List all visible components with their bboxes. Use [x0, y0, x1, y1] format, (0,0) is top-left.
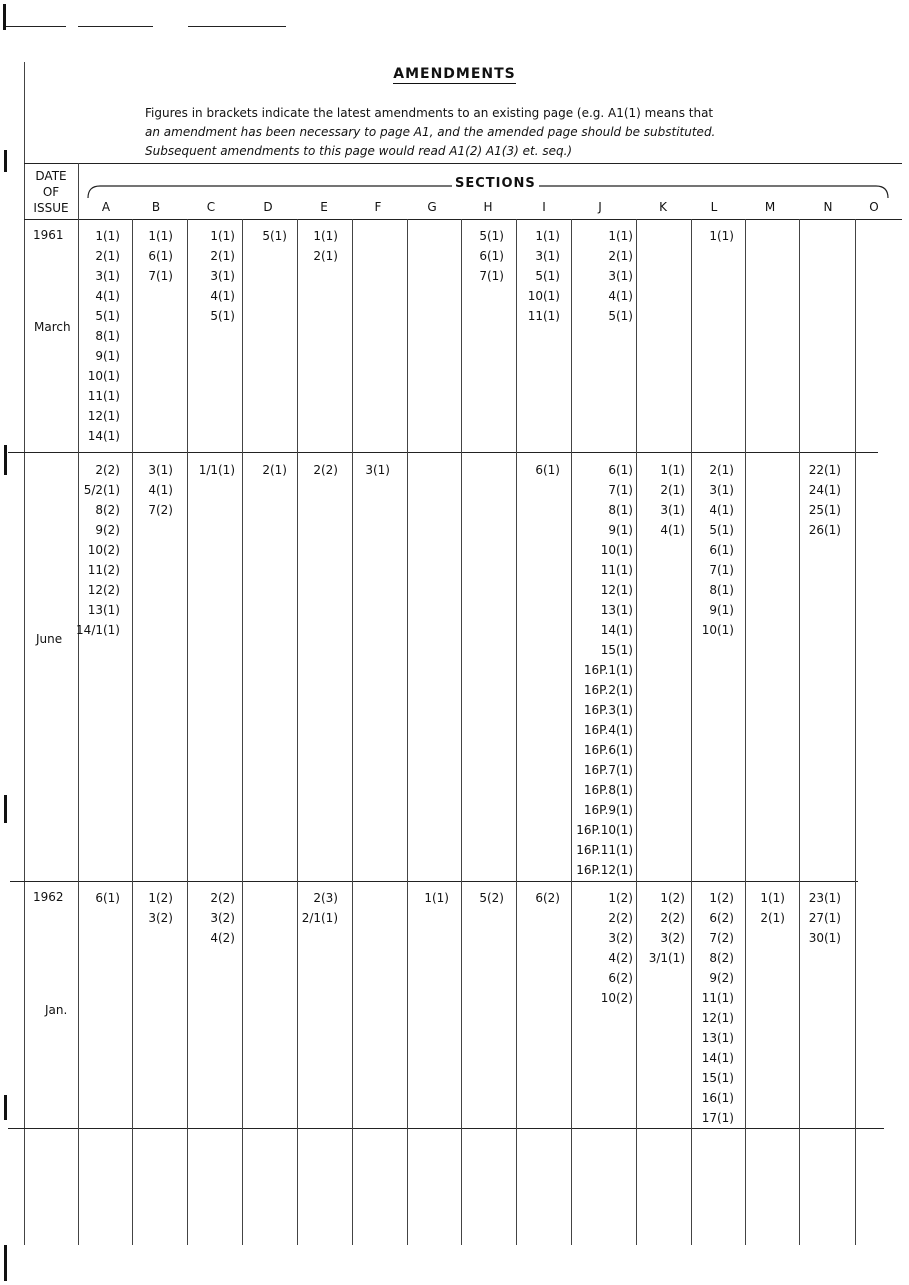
amendment-entry: 2/1(1) [301, 911, 338, 925]
amendment-entry: 2(1) [760, 911, 785, 925]
cell-B-row-3 [148, 888, 173, 928]
column-header-O: O [869, 200, 879, 214]
column-header-G: G [427, 200, 437, 214]
note-line-2: an amendment has been necessary to page A1, and the amended page should be substituted. [145, 125, 716, 139]
amendment-entry: 9(1) [95, 349, 120, 363]
amendment-entry: 1(2) [608, 891, 633, 905]
amendment-entry: 10(1) [527, 289, 560, 303]
row-divider [10, 881, 858, 882]
amendment-entry: 8(2) [95, 503, 120, 517]
cell-G-row-3 [424, 888, 449, 908]
amendment-entry: 3(1) [210, 269, 235, 283]
amendment-entry: 6(1) [535, 463, 560, 477]
cell-C-row-3 [210, 888, 235, 948]
amendment-entry: 11(2) [87, 563, 120, 577]
cell-H-row-3 [479, 888, 504, 908]
column-header-N: N [823, 200, 833, 214]
cell-D-row-1 [262, 226, 287, 246]
amendment-entry: 7(1) [479, 269, 504, 283]
cell-D-row-2 [262, 460, 287, 480]
cell-J-row-1 [608, 226, 633, 326]
top-scan-line [6, 26, 66, 27]
header-bottom-line [24, 219, 902, 220]
cell-A-row-2 [76, 460, 120, 640]
amendment-entry: 5(2) [479, 891, 504, 905]
row-divider [8, 1128, 884, 1129]
amendment-entry: 1(1) [660, 463, 685, 477]
amendment-entry: 16P.2(1) [583, 683, 633, 697]
amendment-entry: 5/2(1) [83, 483, 120, 497]
amendment-entry: 2(1) [262, 463, 287, 477]
amendment-entry: 6(2) [535, 891, 560, 905]
column-header-B: B [151, 200, 161, 214]
amendment-entry: 1(1) [709, 229, 734, 243]
cell-C-row-1 [210, 226, 235, 326]
amendment-entry: 9(1) [608, 523, 633, 537]
amendment-entry: 14(1) [600, 623, 633, 637]
cell-I-row-2 [535, 460, 560, 480]
amendment-entry: 4(1) [709, 503, 734, 517]
column-header-H: H [483, 200, 493, 214]
amendment-entry: 16P.6(1) [583, 743, 633, 757]
amendment-entry: 13(1) [600, 603, 633, 617]
amendment-entry: 1(1) [535, 229, 560, 243]
note-line-1: Figures in brackets indicate the latest amendments to an existing page (e.g. A1(1) means that [145, 106, 714, 120]
amendment-entry: 16P.9(1) [583, 803, 633, 817]
amendment-entry: 1(1) [608, 229, 633, 243]
amendment-entry: 16P.4(1) [583, 723, 633, 737]
cell-E-row-2 [313, 460, 338, 480]
amendment-entry: 5(1) [479, 229, 504, 243]
amendment-entry: 16P.3(1) [583, 703, 633, 717]
amendment-entry: 10(1) [87, 369, 120, 383]
amendment-entry: 4(1) [148, 483, 173, 497]
column-line [745, 219, 746, 1245]
amendment-entry: 7(2) [148, 503, 173, 517]
amendment-entry: 11(1) [701, 991, 734, 1005]
column-line [516, 219, 517, 1245]
top-scan-line [78, 26, 153, 27]
amendment-entry: 1(1) [424, 891, 449, 905]
amendment-entry: 7(1) [608, 483, 633, 497]
cell-I-row-1 [528, 226, 560, 326]
cell-E-row-3 [302, 888, 338, 928]
amendment-entry: 2(3) [313, 891, 338, 905]
amendment-entry: 1(1) [760, 891, 785, 905]
amendment-entry: 24(1) [808, 483, 841, 497]
amendment-entry: 3(2) [660, 931, 685, 945]
amendment-entry: 3(1) [148, 463, 173, 477]
amendment-entry: 7(2) [709, 931, 734, 945]
cell-N-row-2 [809, 460, 841, 540]
amendment-entry: 9(1) [709, 603, 734, 617]
cell-F-row-2 [365, 460, 390, 480]
cell-B-row-1 [148, 226, 173, 286]
column-line [242, 219, 243, 1245]
amendment-entry: 3(2) [210, 911, 235, 925]
cell-L-row-2 [702, 460, 734, 640]
left-border [24, 62, 25, 1245]
amendment-entry: 1(1) [210, 229, 235, 243]
cell-N-row-3 [809, 888, 841, 948]
top-scan-line [188, 26, 286, 27]
amendment-entry: 16P.10(1) [576, 823, 633, 837]
amendment-entry: 2(2) [210, 891, 235, 905]
amendment-entry: 14/1(1) [76, 623, 120, 637]
amendment-entry: 11(1) [600, 563, 633, 577]
amendment-entry: 3(1) [535, 249, 560, 263]
amendment-entry: 2(1) [608, 249, 633, 263]
amendment-entry: 6(1) [608, 463, 633, 477]
amendment-entry: 2(1) [709, 463, 734, 477]
cell-I-row-3 [535, 888, 560, 908]
amendment-entry: 16(1) [701, 1091, 734, 1105]
amendment-entry: 30(1) [808, 931, 841, 945]
column-line [297, 219, 298, 1245]
column-header-K: K [659, 200, 667, 214]
amendment-entry: 5(1) [709, 523, 734, 537]
cell-E-row-1 [313, 226, 338, 266]
amendment-entry: 12(1) [600, 583, 633, 597]
amendment-entry: 2(2) [313, 463, 338, 477]
amendment-entry: 25(1) [808, 503, 841, 517]
row-1962-month: Jan. [45, 1003, 68, 1017]
amendment-entry: 14(1) [701, 1051, 734, 1065]
amendment-entry: 12(2) [87, 583, 120, 597]
amendment-entry: 16P.11(1) [576, 843, 633, 857]
amendment-entry: 10(2) [600, 991, 633, 1005]
margin-mark [4, 150, 7, 172]
amendment-entry: 4(1) [660, 523, 685, 537]
amendment-entry: 4(2) [608, 951, 633, 965]
amendment-entry: 3(1) [608, 269, 633, 283]
column-header-E: E [320, 200, 328, 214]
amendment-entry: 5(1) [95, 309, 120, 323]
cell-J-row-2 [576, 460, 633, 880]
amendment-entry: 4(1) [95, 289, 120, 303]
column-header-C: C [206, 200, 216, 214]
amendment-entry: 4(2) [210, 931, 235, 945]
cell-M-row-3 [760, 888, 785, 928]
margin-mark [4, 1095, 7, 1120]
amendment-entry: 9(2) [95, 523, 120, 537]
sections-label: SECTIONS [452, 176, 539, 191]
amendment-entry: 6(1) [479, 249, 504, 263]
cell-L-row-3 [702, 888, 734, 1128]
margin-mark [4, 1245, 7, 1281]
amendment-entry: 7(1) [148, 269, 173, 283]
amendment-entry: 8(2) [709, 951, 734, 965]
amendment-entry: 1(1) [95, 229, 120, 243]
amendment-entry: 17(1) [701, 1111, 734, 1125]
column-line [691, 219, 692, 1245]
column-line [799, 219, 800, 1245]
column-line [407, 219, 408, 1245]
amendment-entry: 1(2) [660, 891, 685, 905]
amendment-entry: 10(1) [600, 543, 633, 557]
cell-K-row-2 [660, 460, 685, 540]
amendment-entry: 16P.12(1) [576, 863, 633, 877]
amendment-entry: 23(1) [808, 891, 841, 905]
amendment-entry: 16P.8(1) [583, 783, 633, 797]
column-header-J: J [598, 200, 602, 214]
amendment-entry: 14(1) [87, 429, 120, 443]
amendment-entry: 1(1) [148, 229, 173, 243]
header-top-line [24, 163, 902, 164]
column-line [855, 219, 856, 1245]
column-line [78, 163, 79, 1245]
column-line [461, 219, 462, 1245]
cell-B-row-2 [148, 460, 173, 520]
amendment-entry: 1(2) [148, 891, 173, 905]
amendment-entry: 5(1) [608, 309, 633, 323]
cell-H-row-1 [479, 226, 504, 286]
amendment-entry: 2(2) [660, 911, 685, 925]
amendment-entry: 7(1) [709, 563, 734, 577]
amendment-entry: 1/1(1) [198, 463, 235, 477]
column-line [352, 219, 353, 1245]
cell-A-row-1 [88, 226, 120, 446]
row-1961-month: March [34, 320, 71, 334]
column-header-I: I [542, 200, 546, 214]
amendment-entry: 6(1) [148, 249, 173, 263]
column-header-F: F [374, 200, 382, 214]
amendment-entry: 10(2) [87, 543, 120, 557]
amendment-entry: 5(1) [210, 309, 235, 323]
column-line [636, 219, 637, 1245]
amendment-entry: 3(1) [709, 483, 734, 497]
amendment-entry: 27(1) [808, 911, 841, 925]
amendment-entry: 4(1) [608, 289, 633, 303]
amendment-entry: 10(1) [701, 623, 734, 637]
amendment-entry: 3/1(1) [648, 951, 685, 965]
amendment-entry: 15(1) [701, 1071, 734, 1085]
amendment-entry: 2(1) [210, 249, 235, 263]
amendment-entry: 8(1) [709, 583, 734, 597]
amendment-entry: 1(1) [313, 229, 338, 243]
amendment-entry: 2(1) [660, 483, 685, 497]
amendment-entry: 3(2) [148, 911, 173, 925]
cell-L-row-1 [709, 226, 734, 246]
amendment-entry: 3(1) [660, 503, 685, 517]
amendment-entry: 13(1) [87, 603, 120, 617]
column-header-D: D [263, 200, 273, 214]
amendment-entry: 12(1) [87, 409, 120, 423]
amendment-entry: 3(1) [365, 463, 390, 477]
amendment-entry: 26(1) [808, 523, 841, 537]
margin-mark [4, 445, 7, 475]
amendment-entry: 3(1) [95, 269, 120, 283]
row-1962-year: 1962 [33, 890, 64, 904]
column-header-M: M [764, 200, 776, 214]
amendment-entry: 11(1) [87, 389, 120, 403]
cell-J-row-3 [601, 888, 633, 1008]
amendment-entry: 6(2) [608, 971, 633, 985]
amendment-entry: 16P.7(1) [583, 763, 633, 777]
amendment-entry: 8(1) [95, 329, 120, 343]
row-june-month: June [36, 632, 63, 646]
amendment-entry: 2(1) [313, 249, 338, 263]
column-line [187, 219, 188, 1245]
cell-K-row-3 [649, 888, 685, 968]
amendment-entry: 16P.1(1) [583, 663, 633, 677]
column-header-A: A [101, 200, 111, 214]
amendment-entry: 4(1) [210, 289, 235, 303]
amendment-entry: 2(1) [95, 249, 120, 263]
amendment-entry: 6(2) [709, 911, 734, 925]
amendment-entry: 9(2) [709, 971, 734, 985]
amendment-entry: 11(1) [527, 309, 560, 323]
column-line [132, 219, 133, 1245]
amendment-entry: 15(1) [600, 643, 633, 657]
page-title: AMENDMENTS [393, 66, 516, 82]
amendment-entry: 6(1) [709, 543, 734, 557]
amendment-entry: 8(1) [608, 503, 633, 517]
row-1961-year: 1961 [33, 228, 64, 242]
margin-mark [4, 795, 7, 823]
column-header-L: L [710, 200, 718, 214]
cell-C-row-2 [199, 460, 235, 480]
amendment-entry: 3(2) [608, 931, 633, 945]
amendment-entry: 22(1) [808, 463, 841, 477]
amendment-entry: 2(2) [608, 911, 633, 925]
amendment-entry: 2(2) [95, 463, 120, 477]
amendment-entry: 1(2) [709, 891, 734, 905]
column-line [571, 219, 572, 1245]
amendment-entry: 5(1) [262, 229, 287, 243]
row-divider [8, 452, 878, 453]
amendment-entry: 13(1) [701, 1031, 734, 1045]
note-line-3: Subsequent amendments to this page would read A1(2) A1(3) et. seq.) [145, 144, 573, 158]
cell-A-row-3 [95, 888, 120, 908]
date-of-issue-header: DATE OF ISSUE [33, 169, 69, 215]
amendment-entry: 5(1) [535, 269, 560, 283]
amendment-entry: 6(1) [95, 891, 120, 905]
amendment-entry: 12(1) [701, 1011, 734, 1025]
